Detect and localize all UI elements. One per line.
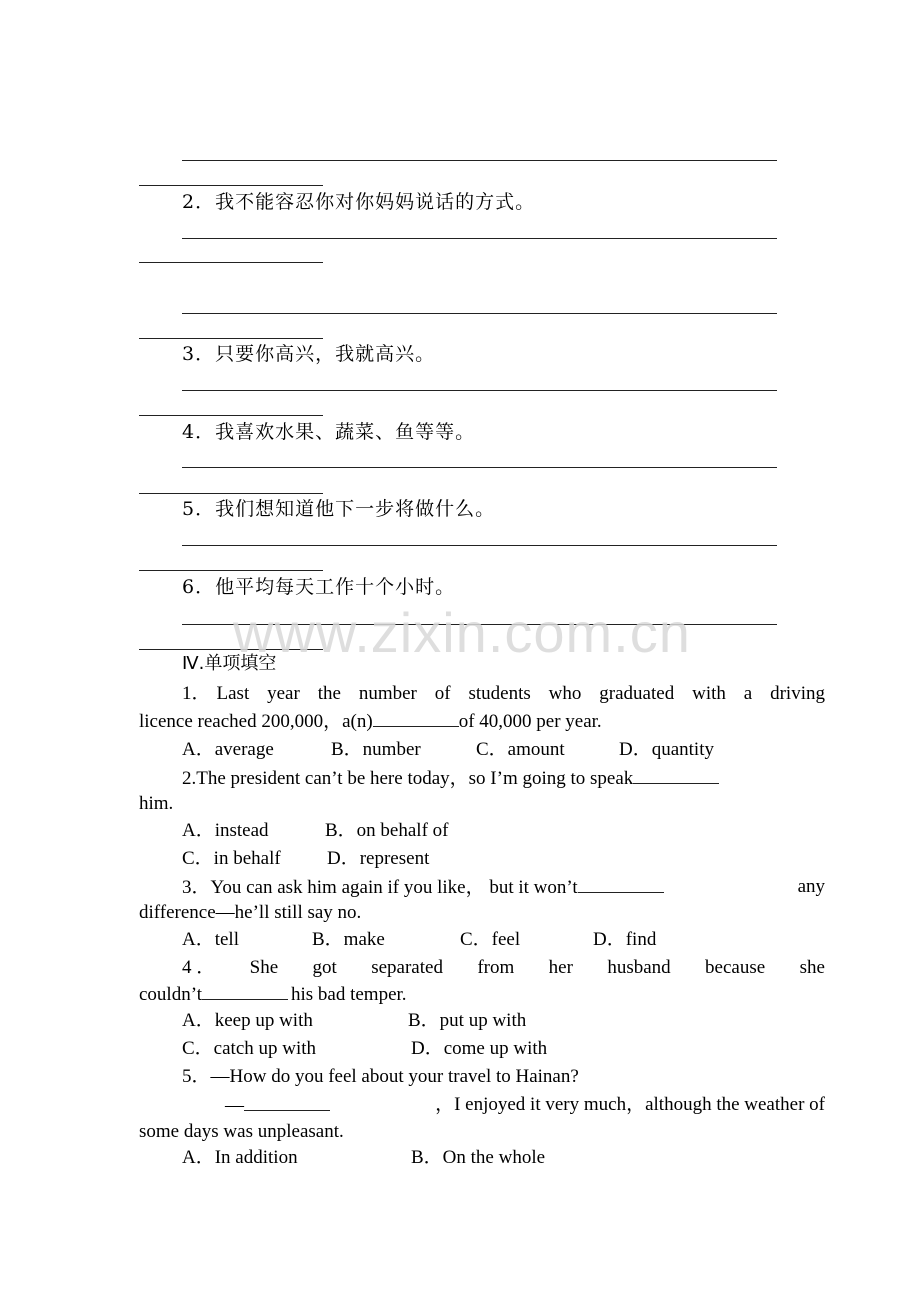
item-text: 他平均每天工作十个小时。	[215, 576, 456, 598]
answer-prefix	[225, 1094, 330, 1117]
question-text: licence reached 200,000，a(n)	[139, 711, 373, 732]
option-c[interactable]: C．feel	[460, 929, 521, 950]
question-text: You can ask him again if you like， but it won’t	[210, 877, 578, 898]
question-word: she	[799, 957, 825, 978]
question-text: any	[797, 876, 825, 897]
item-text: 我喜欢水果、蔬菜、鱼等等。	[215, 421, 476, 443]
answer-line	[182, 624, 777, 625]
question-4-line-1	[139, 957, 825, 979]
question-word: husband	[607, 957, 671, 978]
answer-line	[139, 262, 323, 263]
item-number: 5．	[182, 498, 216, 520]
translation-item-4	[139, 421, 825, 443]
answer-line	[139, 338, 323, 339]
option-c[interactable]: C．catch up with	[182, 1038, 317, 1059]
question-text: Last year the number of students who graduated with a driving	[216, 683, 825, 704]
question-2-line-2: him.	[139, 793, 174, 814]
answer-line	[182, 238, 777, 239]
question-5-line-3: some days was unpleasant.	[139, 1121, 344, 1142]
question-number: 3．	[182, 877, 211, 898]
option-a[interactable]: A．average	[182, 739, 274, 760]
answer-line	[139, 649, 323, 650]
watermark: www.zixin.com.cn	[233, 601, 691, 664]
question-number: 5．	[182, 1066, 211, 1087]
answer-blank[interactable]	[244, 1094, 330, 1111]
question-word: got	[312, 957, 337, 978]
option-d[interactable]: D．quantity	[619, 739, 714, 760]
translation-item-6	[139, 576, 825, 598]
item-text: 我不能容忍你对你妈妈说话的方式。	[215, 191, 536, 213]
answer-blank[interactable]	[373, 710, 459, 727]
option-d[interactable]: D．find	[593, 929, 657, 950]
option-a[interactable]: A．tell	[182, 929, 239, 950]
translation-item-2	[139, 191, 825, 213]
answer-line	[182, 313, 777, 314]
question-2-line-1	[139, 767, 825, 790]
question-3-line-1	[139, 876, 825, 899]
answer-line	[182, 467, 777, 468]
answer-line	[139, 185, 323, 186]
answer-blank[interactable]	[202, 983, 288, 1000]
option-b[interactable]: B．make	[312, 929, 385, 950]
answer-line	[182, 390, 777, 391]
question-word: her	[548, 957, 573, 978]
question-4-line-2	[139, 983, 782, 1006]
item-number: 6．	[182, 576, 216, 598]
question-text: —How do you feel about your travel to Hainan?	[210, 1066, 579, 1087]
option-b[interactable]: B．On the whole	[411, 1147, 546, 1168]
question-text: his bad temper.	[290, 984, 407, 1005]
item-number: 4．	[182, 421, 216, 443]
item-text: 我们想知道他下一步将做什么。	[215, 498, 496, 520]
answer-line	[139, 570, 323, 571]
question-number: 2.	[182, 768, 197, 789]
option-a[interactable]: A．keep up with	[182, 1010, 313, 1031]
option-a[interactable]: A．In addition	[182, 1147, 298, 1168]
answer-blank[interactable]	[633, 767, 719, 784]
question-text: ，I enjoyed it very much，although the weather of	[435, 1094, 825, 1115]
question-word: separated	[371, 957, 443, 978]
option-b[interactable]: B．put up with	[408, 1010, 527, 1031]
question-word: She	[249, 957, 279, 978]
question-number: 4 ．	[182, 957, 216, 978]
item-text: 只要你高兴，我就高兴。	[215, 343, 436, 365]
question-text: The president can’t be here today，so I’m going to speak	[196, 768, 634, 789]
question-word: because	[705, 957, 766, 978]
answer-blank[interactable]	[578, 876, 664, 893]
question-word: from	[477, 957, 515, 978]
option-b[interactable]: B．number	[331, 739, 421, 760]
item-number: 3．	[182, 343, 216, 365]
option-d[interactable]: D．come up with	[411, 1038, 548, 1059]
option-c[interactable]: C．in behalf	[182, 848, 281, 869]
question-text: of 40,000 per year.	[458, 711, 602, 732]
answer-line	[139, 493, 323, 494]
section-title: Ⅳ.单项填空	[182, 653, 277, 674]
question-number: 1．	[182, 683, 211, 704]
question-5-line-1	[139, 1066, 825, 1088]
option-d[interactable]: D．represent	[327, 848, 430, 869]
item-number: 2．	[182, 191, 216, 213]
translation-item-3	[139, 343, 825, 365]
answer-line	[182, 545, 777, 546]
dash: —	[225, 1095, 244, 1116]
option-b[interactable]: B．on behalf of	[325, 820, 449, 841]
question-1-line-1	[139, 683, 825, 705]
option-c[interactable]: C．amount	[476, 739, 565, 760]
question-5-line-2	[139, 1094, 825, 1117]
answer-line	[139, 415, 323, 416]
question-3-line-2: difference—he’ll still say no.	[139, 902, 362, 923]
question-text: couldn’t	[139, 984, 202, 1005]
question-1-line-2	[139, 710, 782, 733]
answer-line	[182, 160, 777, 161]
option-a[interactable]: A．instead	[182, 820, 269, 841]
translation-item-5	[139, 498, 825, 520]
